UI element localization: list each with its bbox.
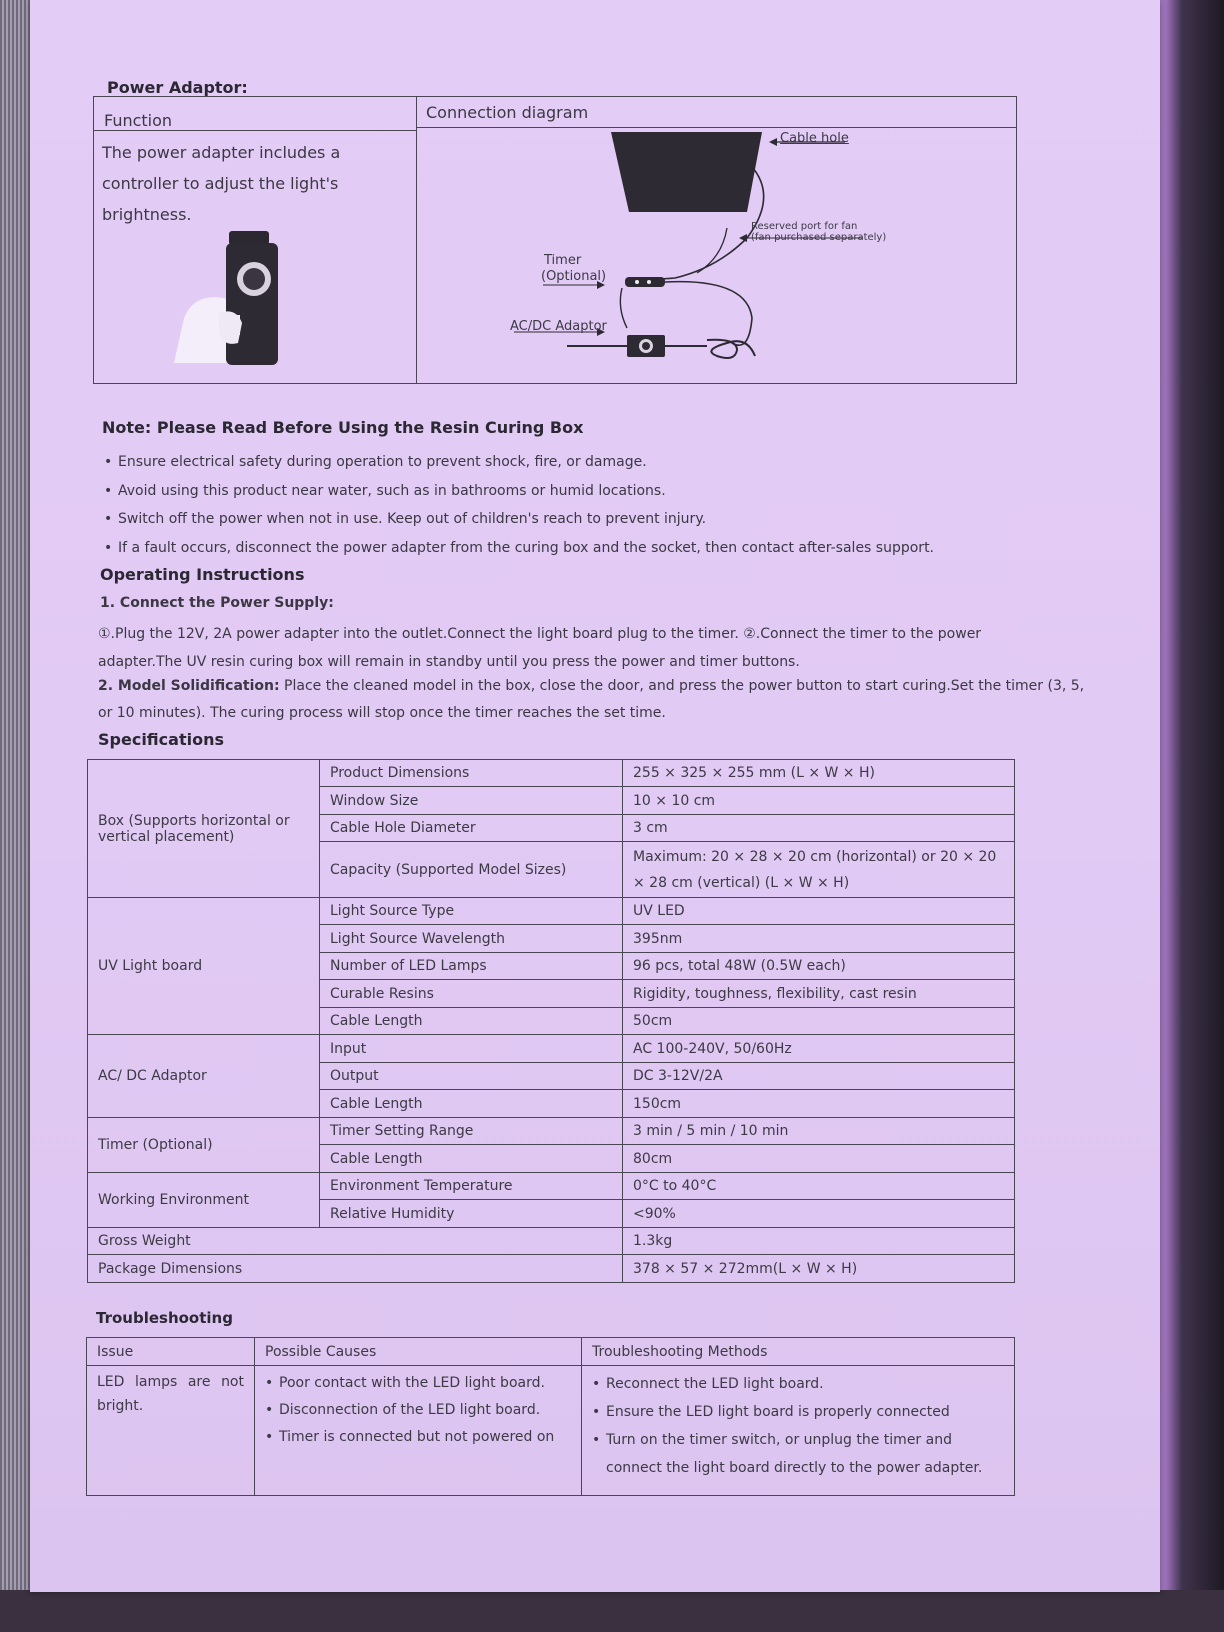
header-methods: Troubleshooting Methods [582,1338,1015,1366]
troubleshooting-title: Troubleshooting [96,1309,233,1327]
cable-hole-label: Cable hole [780,131,849,146]
background-right [1154,0,1224,1632]
spec-name: Number of LED Lamps [320,953,623,980]
table-row [88,1255,1015,1283]
spec-name: Product Dimensions [320,760,623,787]
dimmer-hand-photo [164,223,304,369]
diagram-column [417,97,1016,383]
spec-name: Environment Temperature [320,1173,623,1200]
list-item: • Disconnection of the LED light board. [265,1397,571,1424]
spec-group-pkg: Package Dimensions [88,1255,623,1283]
spec-name: Timer Setting Range [320,1118,623,1145]
list-item: • Timer is connected but not powered on [265,1424,571,1451]
spec-value: 3 min / 5 min / 10 min [623,1118,1015,1145]
spec-value: Maximum: 20 × 28 × 20 cm (horizontal) or 20 × 20 × 28 cm (vertical) (L × W × H) [623,842,1015,898]
spec-name: Cable Length [320,1090,623,1118]
list-item: • Ensure the LED light board is properly connected [592,1398,1004,1426]
troubleshooting-table [86,1337,1015,1496]
methods-list [592,1370,1004,1482]
spec-value: 1.3kg [623,1228,1015,1255]
spec-group-uv: UV Light board [88,898,320,1035]
function-text: The power adapter includes a controller to adjust the light's brightness. [102,143,341,224]
header-causes: Possible Causes [255,1338,582,1366]
spec-name: Input [320,1035,623,1063]
spec-group-timer: Timer (Optional) [88,1118,320,1173]
spec-value: 150cm [623,1090,1015,1118]
table-row [88,1035,1015,1063]
methods-cell [582,1366,1015,1496]
note-item: • Switch off the power when not in use. Keep out of children's reach to prevent injury. [104,505,1124,534]
note-item: • Avoid using this product near water, such as in bathrooms or humid locations. [104,477,1124,506]
table-row [88,1118,1015,1145]
power-adaptor-table [93,96,1017,384]
step2 [98,673,1088,727]
header-issue: Issue [87,1338,255,1366]
function-column [94,97,417,383]
timer-label: Timer (Optional) [541,253,607,284]
spec-name: Curable Resins [320,980,623,1008]
acdc-label: AC/DC Adaptor [510,319,607,334]
spec-value: 0°C to 40°C [623,1173,1015,1200]
table-row [88,1228,1015,1255]
spec-name: Cable Hole Diameter [320,815,623,842]
causes-list [265,1370,571,1451]
list-item: • Reconnect the LED light board. [592,1370,1004,1398]
note-title: Note: Please Read Before Using the Resin Curing Box [102,418,584,437]
diagram-header: Connection diagram [426,103,589,122]
table-row [88,760,1015,787]
step1-text: ①.Plug the 12V, 2A power adapter into the outlet.Connect the light board plug to the timer. ②.Connect the timer to the power adapter.The UV resin curing box will remain in standby until you press the power and timer buttons. [98,626,982,670]
spec-group-env: Working Environment [88,1173,320,1228]
connection-diagram [417,128,1016,382]
spec-value: 80cm [623,1145,1015,1173]
spec-group-gross: Gross Weight [88,1228,623,1255]
table-row [88,898,1015,925]
note-item: • If a fault occurs, disconnect the power adapter from the curing box and the socket, then contact after-sales support. [104,534,1124,563]
document-page [30,0,1160,1592]
operating-title: Operating Instructions [100,565,305,584]
spec-value: 10 × 10 cm [623,787,1015,815]
spec-value: 50cm [623,1008,1015,1035]
table-row [87,1366,1015,1496]
list-item: • Turn on the timer switch, or unplug the timer and connect the light board directly to the power adapter. [592,1426,1004,1482]
reserved-port-label: Reserved port for fan (fan purchased separately) [751,221,887,243]
step2-text: Place the cleaned model in the box, close the door, and press the power button to start curing.Set the timer (3, 5, or 10 minutes). The curing process will stop once the timer reaches the set time. [98,678,1085,721]
specifications-table [87,759,1015,1283]
background-bottom [0,1590,1224,1632]
spec-value: DC 3-12V/2A [623,1063,1015,1090]
spec-value: 255 × 325 × 255 mm (L × W × H) [623,760,1015,787]
spec-name: Relative Humidity [320,1200,623,1228]
table-row [87,1338,1015,1366]
spec-name: Light Source Type [320,898,623,925]
spec-value: 3 cm [623,815,1015,842]
causes-cell [255,1366,582,1496]
table-row [88,1173,1015,1200]
spec-value: UV LED [623,898,1015,925]
specifications-title: Specifications [98,730,224,749]
spec-value: 96 pcs, total 48W (0.5W each) [623,953,1015,980]
step1-title: 1. Connect the Power Supply: [100,595,334,611]
spec-value: Rigidity, toughness, flexibility, cast resin [623,980,1015,1008]
spec-value: AC 100-240V, 50/60Hz [623,1035,1015,1063]
spec-name: Window Size [320,787,623,815]
function-header: Function [104,111,173,130]
spec-name: Cable Length [320,1008,623,1035]
spec-group-box: Box (Supports horizontal or vertical placement) [88,760,320,898]
spec-name: Light Source Wavelength [320,925,623,953]
spec-name: Capacity (Supported Model Sizes) [320,842,623,898]
spec-name: Output [320,1063,623,1090]
power-adaptor-title: Power Adaptor: [107,78,248,97]
spec-group-acdc: AC/ DC Adaptor [88,1035,320,1118]
issue-text: LED lamps are not bright. [87,1366,255,1496]
list-item: • Poor contact with the LED light board. [265,1370,571,1397]
note-item: • Ensure electrical safety during operation to prevent shock, fire, or damage. [104,448,1124,477]
spec-value: <90% [623,1200,1015,1228]
note-list [104,448,1124,562]
spec-name: Cable Length [320,1145,623,1173]
spec-value: 395nm [623,925,1015,953]
step2-title: 2. Model Solidification: [98,678,280,694]
spec-value: 378 × 57 × 272mm(L × W × H) [623,1255,1015,1283]
